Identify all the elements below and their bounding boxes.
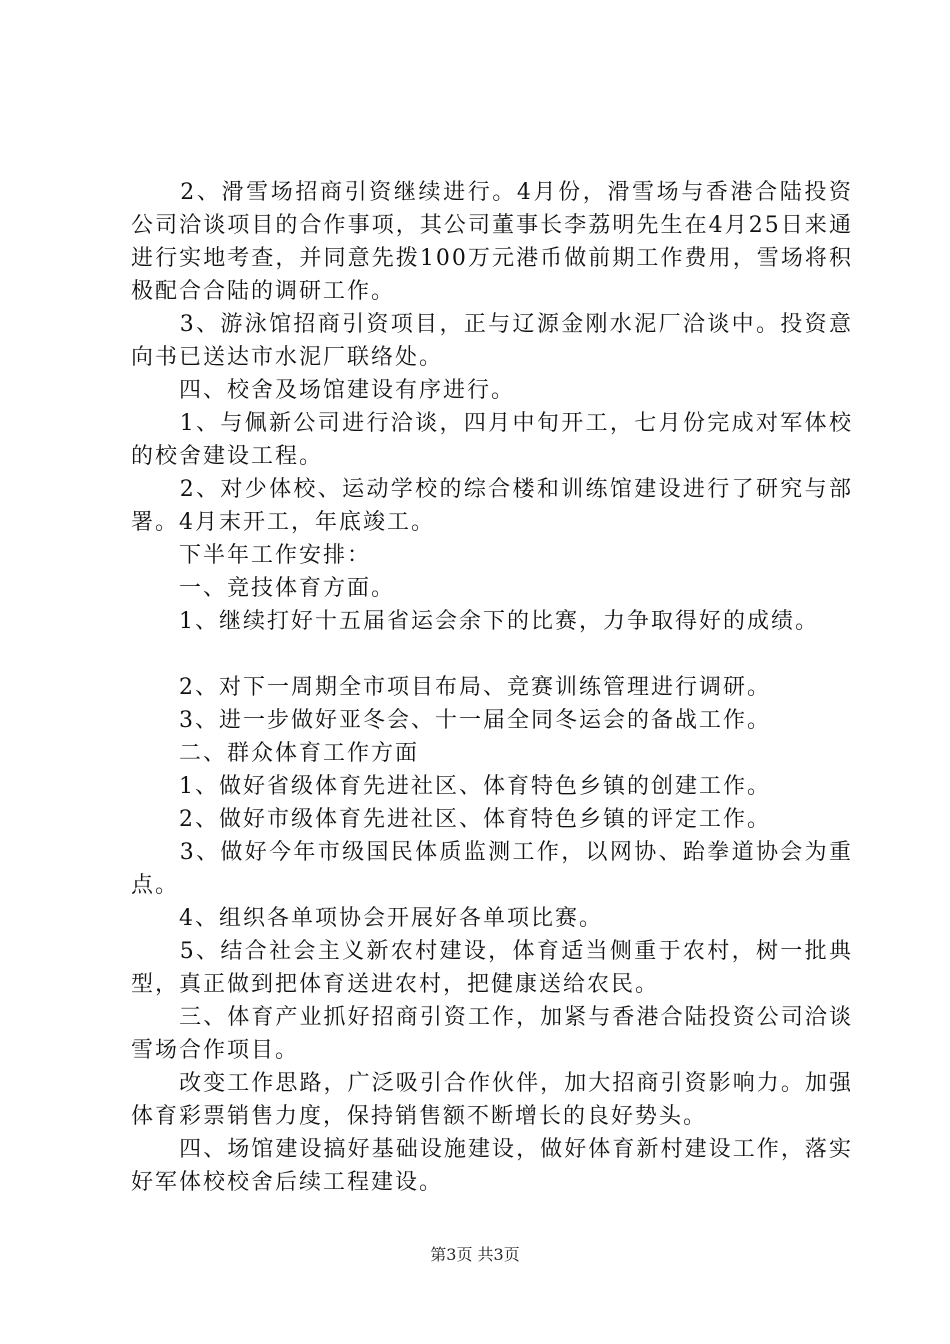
paragraph-19: 四、场馆建设搞好基础设施建设，做好体育新村建设工作，落实好军体校校舍后续工程建设。	[131, 1137, 853, 1195]
paragraph-3: 四、校舍及场馆建设有序进行。	[131, 378, 516, 403]
paragraph-1: 2、滑雪场招商引资继续进行。4月份，滑雪场与香港合陆投资公司洽谈项目的合作事项，其公司董事长李荔明先生在4月25日来通进行实地考查，并同意先拨100万元港币做前期工作费用，雪场将积极配合合陆的调研工作。	[131, 180, 853, 304]
paragraph-14: 3、做好今年市级国民体质监测工作，以网协、跆拳道协会为重点。	[131, 840, 853, 898]
paragraph-18: 改变工作思路，广泛吸引合作伙伴，加大招商引资影响力。加强体育彩票销售力度，保持销售额不断增长的良好势头。	[131, 1071, 853, 1129]
paragraph-7: 一、竞技体育方面。	[131, 576, 396, 601]
paragraph-8: 1、继续打好十五届省运会余下的比赛，力争取得好的成绩。	[131, 609, 819, 634]
paragraph-9: 2、对下一周期全市项目布局、竞赛训练管理进行调研。	[131, 675, 771, 700]
paragraph-16: 5、结合社会主义新农村建设，体育适当侧重于农村，树一批典型，真正做到把体育送进农村，把健康送给农民。	[131, 939, 853, 997]
paragraph-13: 2、做好市级体育先进社区、体育特色乡镇的评定工作。	[131, 807, 771, 832]
paragraph-2: 3、游泳馆招商引资项目，正与辽源金刚水泥厂洽谈中。投资意向书已送达市水泥厂联络处。	[131, 312, 853, 370]
paragraph-12: 1、做好省级体育先进社区、体育特色乡镇的创建工作。	[131, 774, 771, 799]
paragraph-6: 下半年工作安排：	[131, 543, 372, 568]
paragraph-15: 4、组织各单项协会开展好各单项比赛。	[131, 906, 603, 931]
paragraph-4: 1、与佩新公司进行洽谈，四月中旬开工，七月份完成对军体校的校舍建设工程。	[131, 411, 853, 469]
paragraph-11: 二、群众体育工作方面	[131, 741, 420, 766]
page-number-label: 第3页 共3页	[430, 1245, 520, 1264]
page-footer	[0, 1244, 950, 1266]
blank-line	[131, 638, 853, 671]
paragraph-17: 三、体育产业抓好招商引资工作，加紧与香港合陆投资公司洽谈雪场合作项目。	[131, 1005, 853, 1063]
document-body	[131, 176, 853, 1199]
paragraph-5: 2、对少体校、运动学校的综合楼和训练馆建设进行了研究与部署。4月末开工，年底竣工。	[131, 477, 853, 535]
paragraph-10: 3、进一步做好亚冬会、十一届全同冬运会的备战工作。	[131, 708, 771, 733]
